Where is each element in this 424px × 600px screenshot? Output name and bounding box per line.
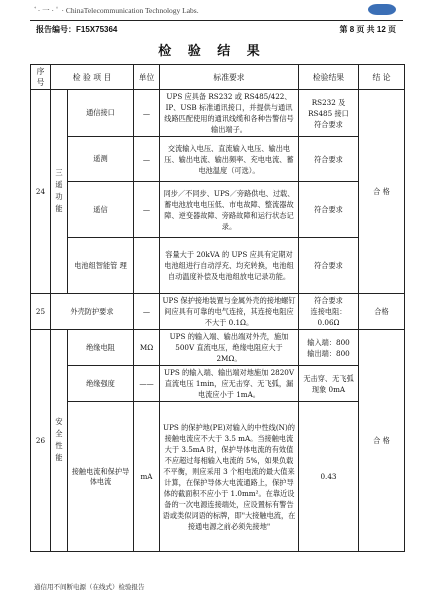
item-unit: —: [134, 294, 160, 330]
table-row: [31, 366, 405, 402]
item-requirement: 同步／不同步、UPS／旁路供电、过载、蓄电池放电电压低、市电故障、整流器故障、逆变器故障、旁路故障和运行状态记录。: [160, 182, 299, 238]
col-header-no: 序号: [31, 65, 51, 90]
item-requirement: 容量大于 20kVA 的 UPS 应具有定期对电池组进行自动浮充、均充转换，电池组自动温度补偿及电池组放电记录功能。: [160, 238, 299, 294]
item-result: RS232 及 RS485 接口 符合要求: [299, 90, 359, 137]
item-name: 绝缘强度: [68, 366, 134, 402]
item-result: 输入端：800 输出端：800: [299, 330, 359, 366]
row-number: 25: [31, 294, 51, 330]
col-header-item: 检 验 项 目: [51, 65, 134, 90]
col-header-result: 检验结果: [299, 65, 359, 90]
item-name: 接触电流和保护导体电流: [68, 402, 134, 552]
item-requirement: 交流输入电压、直流输入电压、输出电压、输出电流、输出频率、充电电流、蓄电池温度（可选）。: [160, 137, 299, 182]
item-requirement: UPS 的输入端、输出端对外壳，施加 500V 直流电压，绝缘电阻应大于 2MΩ。: [160, 330, 299, 366]
item-requirement: UPS 应具备 RS232 或 RS485/422、IP、USB 标准通讯接口，并提供与通讯线路匹配使用的通讯线缆和各种告警信号输出端子。: [160, 90, 299, 137]
table-row: [31, 90, 405, 137]
conclusion: 合 格: [359, 90, 405, 294]
item-name: 遥信: [68, 182, 134, 238]
table-row: [31, 182, 405, 238]
item-result: 符合要求: [299, 137, 359, 182]
lab-logo-icon: [368, 4, 396, 15]
item-result: 符合要求 连接电阻：0.06Ω: [299, 294, 359, 330]
item-unit: ——: [134, 366, 160, 402]
item-requirement: UPS 的保护地(PE)对输入的中性线(N)的接触电流应不大于 3.5 mA。当接触电流大于 3.5mA 时，保护导体电流的有效值不应超过每相输入电流的 5%，如果负载不平衡，则应采用 3 个相电流的最大值来计算，在保护导体大电流通路上，保护导体的截面积不应小于 1.0mm²。在靠近设备的一次电源连接端处，应设置标有警告语或类似词语的标牌，即"大接触电流，在接通电源之前必须先接地": [160, 402, 299, 552]
item-unit: —: [134, 137, 160, 182]
row-number: 24: [31, 90, 51, 294]
item-unit: [134, 238, 160, 294]
item-name: 遥测: [68, 137, 134, 182]
col-header-requirement: 标准要求: [160, 65, 299, 90]
item-result: 无击穿、无飞弧现象 0mA: [299, 366, 359, 402]
results-table: [30, 64, 405, 552]
header-divider: [30, 20, 403, 21]
table-row: [31, 137, 405, 182]
item-unit: —: [134, 182, 160, 238]
category-label: 安全性能: [51, 330, 68, 552]
table-row: [31, 238, 405, 294]
item-name: 通信接口: [68, 90, 134, 137]
item-unit: —: [134, 90, 160, 137]
item-name: 电池组智能管 理: [68, 238, 134, 294]
row-number: 26: [31, 330, 51, 552]
footer-document-title: 通信用不间断电源（在线式）检验报告: [34, 584, 145, 591]
page-info: 第 8 页 共 12 页: [339, 25, 396, 34]
page-title: 检 验 结 果: [158, 44, 266, 59]
item-result: 符合要求: [299, 238, 359, 294]
category-label: 三遥功能: [51, 90, 68, 294]
item-requirement: UPS 的输入端、输出端对地施加 2820V 直流电压 1min，应无击穿、无飞弧，漏电流应小于 1mA。: [160, 366, 299, 402]
conclusion: 合格: [359, 294, 405, 330]
item-result: 符合要求: [299, 182, 359, 238]
header-lab-name: ﾞ· 一 · ﾟ · ChinaTelecommunication Technology Labs.: [34, 6, 199, 15]
item-name: 外壳防护要求: [51, 294, 134, 330]
item-result: 0.43: [299, 402, 359, 552]
item-name: 绝缘电阻: [68, 330, 134, 366]
table-row: [31, 294, 405, 330]
table-row: [31, 402, 405, 552]
item-requirement: UPS 保护接地装置与金属外壳的接地螺钉间应具有可靠的电气连接，其连接电阻应不大于 0.1Ω。: [160, 294, 299, 330]
report-number: 报告编号：F15X75364: [36, 25, 118, 34]
table-header-row: [31, 65, 405, 90]
col-header-unit: 单位: [134, 65, 160, 90]
item-unit: mA: [134, 402, 160, 552]
conclusion: 合 格: [359, 330, 405, 552]
table-row: [31, 330, 405, 366]
col-header-conclusion: 结 论: [359, 65, 405, 90]
item-unit: MΩ: [134, 330, 160, 366]
